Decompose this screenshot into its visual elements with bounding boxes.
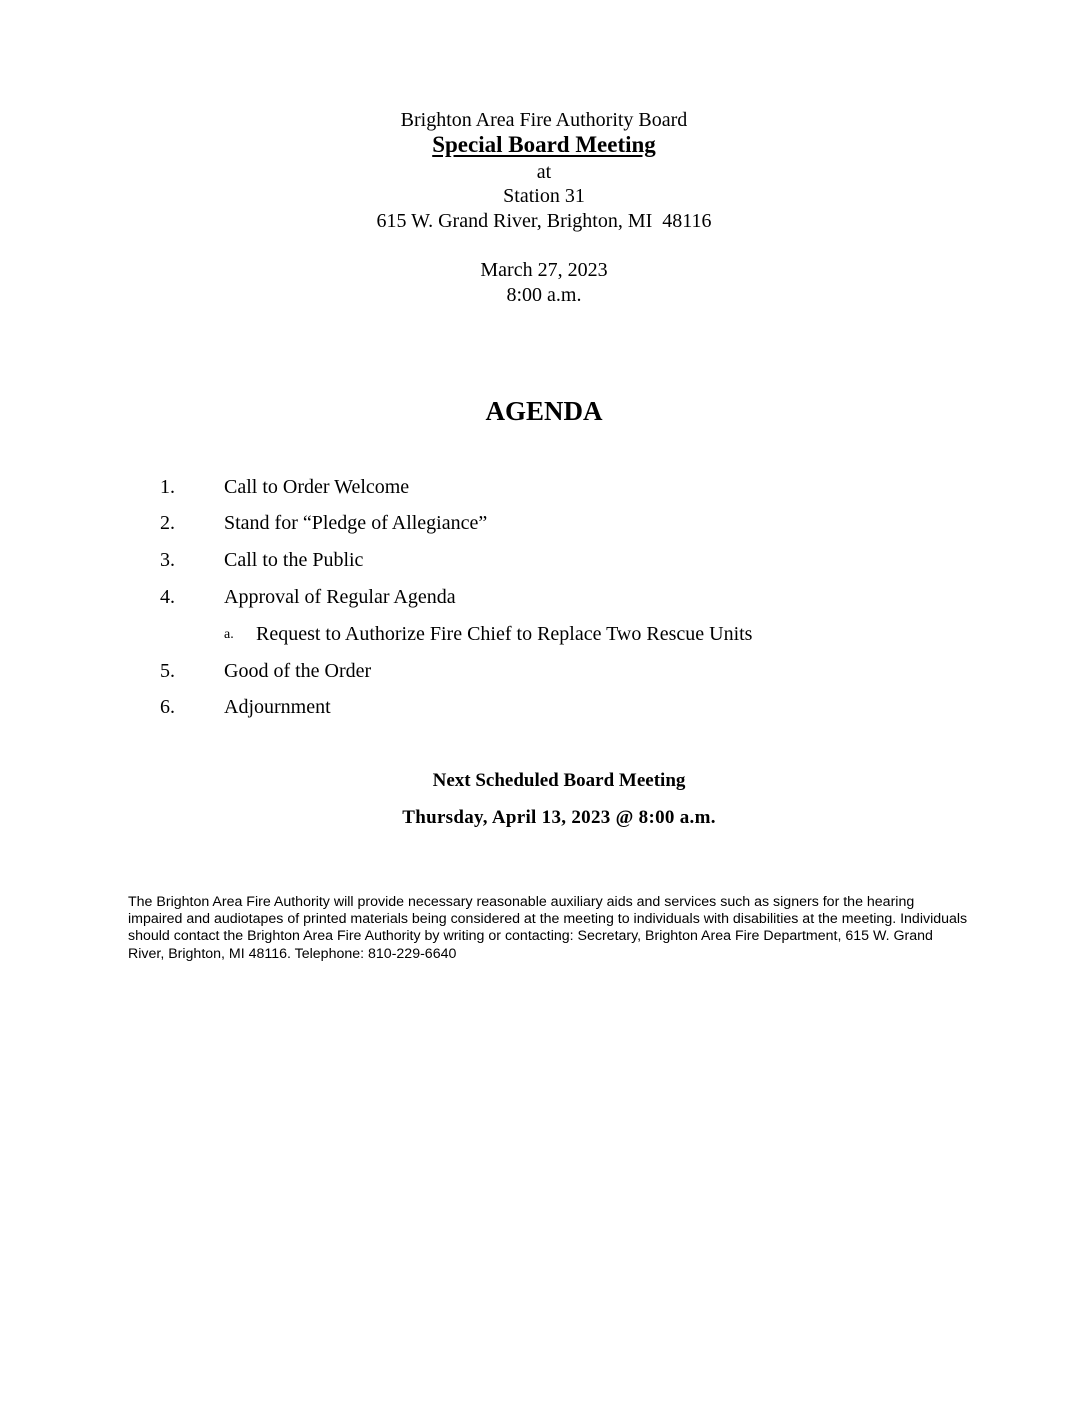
meeting-date: March 27, 2023 [480, 259, 608, 281]
agenda-item-text: Stand for “Pledge of Allegiance” [224, 512, 488, 534]
at-label: at [536, 161, 552, 183]
agenda-item-number: 4. [160, 586, 175, 608]
next-meeting-datetime: Thursday, April 13, 2023 @ 8:00 a.m. [402, 807, 716, 828]
agenda-item-text: Call to the Public [224, 549, 364, 571]
agenda-item-number: 2. [160, 512, 175, 534]
accessibility-notice: The Brighton Area Fire Authority will provide necessary reasonable auxiliary aids and services such as signers for the hearing impaired and audiotapes of printed materials being considered at the meeting to individuals with disabilities at the meeting. Individuals should contact the Brighton Area Fire Authority by writing or contacting: Secretary, Brighton Area Fire Department, 615 W. Grand River, Brighton, MI 48116. Telephone: 810-229-6640 [128, 894, 968, 962]
agenda-item-number: 3. [160, 549, 175, 571]
agenda-item-number: 6. [160, 696, 175, 718]
agenda-item-text: Good of the Order [224, 660, 372, 682]
agenda-item-text: Approval of Regular Agenda [224, 586, 456, 608]
meeting-type-title: Special Board Meeting [432, 132, 656, 157]
agenda-title: AGENDA [485, 396, 603, 426]
next-meeting-heading: Next Scheduled Board Meeting [432, 770, 686, 791]
agenda-item-number: 1. [160, 476, 175, 498]
organization-name: Brighton Area Fire Authority Board [400, 109, 688, 131]
agenda-subitem-letter: a. [224, 627, 234, 642]
agenda-item-text: Call to Order Welcome [224, 476, 410, 498]
meeting-time: 8:00 a.m. [506, 284, 582, 306]
agenda-item-text: Adjournment [224, 696, 331, 718]
meeting-location: Station 31 [503, 185, 585, 207]
agenda-subitem-text: Request to Authorize Fire Chief to Replace Two Rescue Units [256, 623, 753, 645]
meeting-address: 615 W. Grand River, Brighton, MI 48116 [376, 210, 712, 232]
agenda-item-number: 5. [160, 660, 175, 682]
